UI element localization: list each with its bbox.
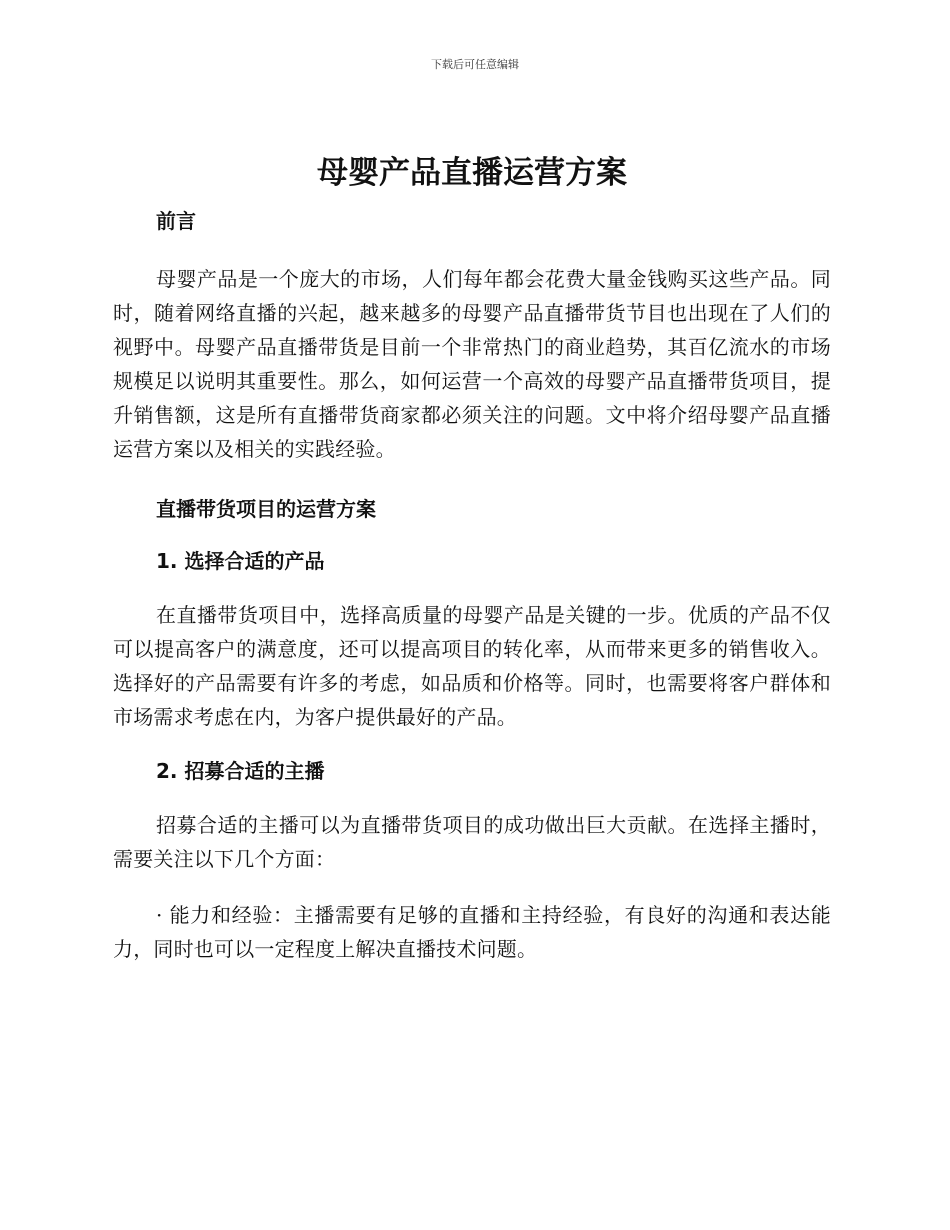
subsection-heading-products: 1. 选择合适的产品 bbox=[156, 549, 325, 573]
subsection-heading-hosts: 2. 招募合适的主播 bbox=[156, 759, 325, 783]
paragraph-preface: 母婴产品是一个庞大的市场，人们每年都会花费大量金钱购买这些产品。同时，随着网络直播的兴起，越来越多的母婴产品直播带货节目也出现在了人们的视野中。母婴产品直播带货是目前一个非常热门的商业趋势，其百亿流水的市场规模足以说明其重要性。那么，如何运营一个高效的母婴产品直播带货项目，提升销售额，这是所有直播带货商家都必须关注的问题。文中将介绍母婴产品直播运营方案以及相关的实践经验。 bbox=[113, 267, 831, 461]
header-note: 下载后可任意编辑 bbox=[431, 58, 519, 71]
document-body bbox=[113, 150, 831, 966]
paragraph-hosts: 招募合适的主播可以为直播带货项目的成功做出巨大贡献。在选择主播时，需要关注以下几个方面： bbox=[113, 813, 831, 871]
bullet-item-ability: · 能力和经验：主播需要有足够的直播和主持经验，有良好的沟通和表达能力，同时也可以一定程度上解决直播技术问题。 bbox=[113, 903, 831, 961]
document-title: 母婴产品直播运营方案 bbox=[317, 155, 627, 191]
section-heading-preface: 前言 bbox=[156, 209, 196, 233]
paragraph-products: 在直播带货项目中，选择高质量的母婴产品是关键的一步。优质的产品不仅可以提高客户的满意度，还可以提高项目的转化率，从而带来更多的销售收入。选择好的产品需要有许多的考虑，如品质和价格等。同时，也需要将客户群体和市场需求考虑在内，为客户提供最好的产品。 bbox=[113, 603, 831, 729]
section-heading-plan: 直播带货项目的运营方案 bbox=[156, 497, 376, 521]
